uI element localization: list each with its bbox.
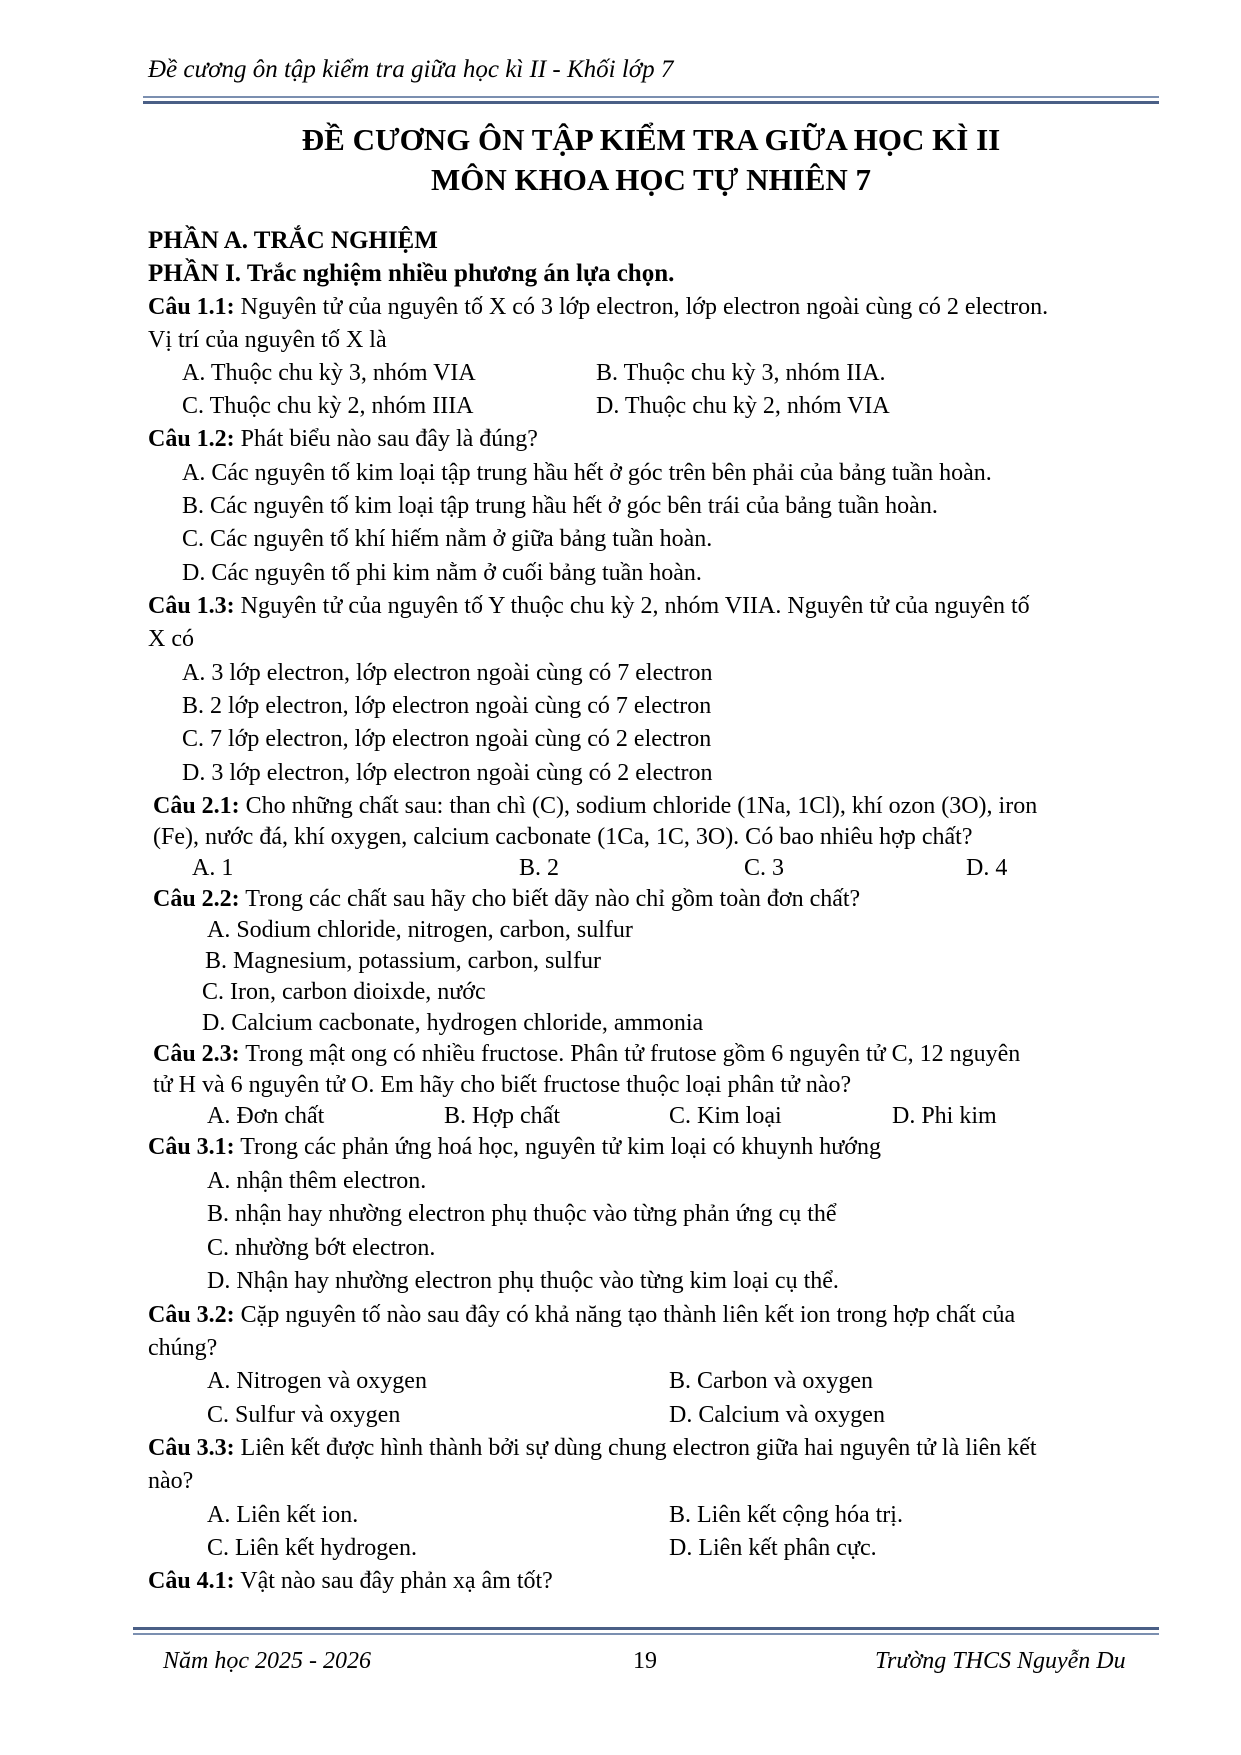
option-b: B. Hợp chất: [444, 1103, 561, 1129]
question-1-3: [148, 591, 1030, 621]
option-c: C. 3: [744, 855, 785, 881]
footer-school-year: Năm học 2025 - 2026: [163, 1648, 371, 1674]
option-a: A. nhận thêm electron.: [207, 1168, 427, 1194]
running-header: Đề cương ôn tập kiểm tra giữa học kì II - Khối lớp 7: [148, 56, 674, 83]
question-label: Câu 2.3:: [153, 1041, 240, 1067]
option-a: A. 3 lớp electron, lớp electron ngoài cùng có 7 electron: [182, 660, 713, 686]
question-text: Liên kết được hình thành bởi sự dùng chung electron giữa hai nguyên tử là liên kết: [234, 1435, 1037, 1461]
option-b: B. 2 lớp electron, lớp electron ngoài cùng có 7 electron: [182, 693, 712, 719]
section-heading-part-1: PHẦN I. Trắc nghiệm nhiều phương án lựa chọn.: [148, 260, 675, 287]
question-text-cont: nào?: [148, 1468, 194, 1494]
question-text-cont: chúng?: [148, 1335, 218, 1361]
question-text: Cặp nguyên tố nào sau đây có khả năng tạo thành liên kết ion trong hợp chất của: [234, 1302, 1016, 1328]
question-label: Câu 1.2:: [148, 426, 235, 452]
question-text: Phát biểu nào sau đây là đúng?: [234, 426, 538, 452]
option-c: C. Liên kết hydrogen.: [207, 1535, 417, 1561]
option-a: A. Liên kết ion.: [207, 1502, 359, 1528]
question-text: Cho những chất sau: than chì (C), sodium chloride (1Na, 1Cl), khí ozon (3O), iron: [239, 793, 1038, 819]
question-label: Câu 2.1:: [153, 793, 240, 819]
document-title-line2: MÔN KHOA HỌC TỰ NHIÊN 7: [430, 162, 872, 197]
option-a: A. Thuộc chu kỳ 3, nhóm VIA: [182, 360, 476, 386]
question-text-cont: (Fe), nước đá, khí oxygen, calcium cacbonate (1Ca, 1C, 3O). Có bao nhiêu hợp chất?: [153, 824, 973, 850]
option-a: A. Đơn chất: [207, 1103, 325, 1129]
question-text-cont: Vị trí của nguyên tố X là: [148, 327, 387, 353]
question-label: Câu 1.1:: [148, 294, 235, 320]
question-2-1: [153, 791, 1037, 821]
option-b: B. Magnesium, potassium, carbon, sulfur: [205, 948, 601, 974]
option-c: C. Sulfur và oxygen: [207, 1402, 401, 1428]
question-3-3: [148, 1433, 1037, 1463]
option-b: B. Thuộc chu kỳ 3, nhóm IIA.: [596, 360, 886, 386]
option-c: C. Thuộc chu kỳ 2, nhóm IIIA: [182, 393, 474, 419]
question-2-2: [153, 884, 860, 914]
question-label: Câu 3.1:: [148, 1134, 235, 1160]
question-text: Trong các phản ứng hoá học, nguyên tử kim loại có khuynh hướng: [234, 1134, 881, 1160]
question-3-2: [148, 1300, 1015, 1330]
option-c: C. nhường bớt electron.: [207, 1235, 436, 1261]
option-d: D. Calcium cacbonate, hydrogen chloride, ammonia: [202, 1010, 704, 1036]
option-c: C. Kim loại: [669, 1103, 782, 1129]
document-title-line1: ĐỀ CƯƠNG ÔN TẬP KIỂM TRA GIỮA HỌC KÌ II: [301, 122, 1001, 157]
question-text-cont: X có: [148, 626, 194, 652]
footer-page-number: 19: [633, 1648, 657, 1674]
option-d: D. Phi kim: [892, 1103, 997, 1129]
option-a: A. Nitrogen và oxygen: [207, 1368, 427, 1394]
section-heading-part-a: PHẦN A. TRẮC NGHIỆM: [148, 227, 438, 254]
option-a: A. 1: [192, 855, 234, 881]
question-1-2: [148, 424, 538, 454]
footer-rule-thick: [133, 1627, 1159, 1630]
footer-school-name: Trường THCS Nguyễn Du: [875, 1648, 1126, 1674]
question-text-cont: tử H và 6 nguyên tử O. Em hãy cho biết fructose thuộc loại phân tử nào?: [153, 1072, 852, 1098]
option-b: B. Liên kết cộng hóa trị.: [669, 1502, 903, 1528]
option-b: B. nhận hay nhường electron phụ thuộc vào từng phản ứng cụ thể: [207, 1201, 837, 1227]
header-rule-thick: [143, 101, 1159, 104]
option-c: C. Iron, carbon dioixde, nước: [202, 979, 486, 1005]
question-label: Câu 3.3:: [148, 1435, 235, 1461]
question-label: Câu 3.2:: [148, 1302, 235, 1328]
option-d: D. Các nguyên tố phi kim nằm ở cuối bảng tuần hoàn.: [182, 560, 702, 586]
question-text: Trong các chất sau hãy cho biết dãy nào chỉ gồm toàn đơn chất?: [239, 886, 861, 912]
option-b: B. Carbon và oxygen: [669, 1368, 873, 1394]
question-text: Nguyên tử của nguyên tố X có 3 lớp electron, lớp electron ngoài cùng có 2 electron.: [234, 294, 1049, 320]
option-d: D. Calcium và oxygen: [669, 1402, 885, 1428]
question-3-1: [148, 1132, 881, 1162]
option-c: C. 7 lớp electron, lớp electron ngoài cùng có 2 electron: [182, 726, 712, 752]
question-text: Vật nào sau đây phản xạ âm tốt?: [234, 1568, 553, 1594]
question-text: Trong mật ong có nhiều fructose. Phân tử frutose gồm 6 nguyên tử C, 12 nguyên: [239, 1041, 1021, 1067]
question-text: Nguyên tử của nguyên tố Y thuộc chu kỳ 2, nhóm VIIA. Nguyên tử của nguyên tố: [234, 593, 1030, 619]
option-a: A. Sodium chloride, nitrogen, carbon, sulfur: [207, 917, 633, 943]
option-d: D. Liên kết phân cực.: [669, 1535, 877, 1561]
question-label: Câu 4.1:: [148, 1568, 235, 1594]
option-b: B. 2: [519, 855, 560, 881]
footer-rule-thin: [133, 1633, 1159, 1635]
option-d: D. Nhận hay nhường electron phụ thuộc vào từng kim loại cụ thể.: [207, 1268, 839, 1294]
question-2-3: [153, 1039, 1020, 1069]
question-4-1: [148, 1566, 553, 1596]
option-d: D. 3 lớp electron, lớp electron ngoài cùng có 2 electron: [182, 760, 713, 786]
question-label: Câu 2.2:: [153, 886, 240, 912]
option-d: D. 4: [966, 855, 1008, 881]
question-1-1: [148, 292, 1048, 322]
question-label: Câu 1.3:: [148, 593, 235, 619]
option-c: C. Các nguyên tố khí hiếm nằm ở giữa bảng tuần hoàn.: [182, 526, 713, 552]
header-rule-thin: [143, 96, 1159, 98]
option-a: A. Các nguyên tố kim loại tập trung hầu hết ở góc trên bên phải của bảng tuần hoàn.: [182, 460, 992, 486]
option-b: B. Các nguyên tố kim loại tập trung hầu hết ở góc bên trái của bảng tuần hoàn.: [182, 493, 938, 519]
option-d: D. Thuộc chu kỳ 2, nhóm VIA: [596, 393, 890, 419]
